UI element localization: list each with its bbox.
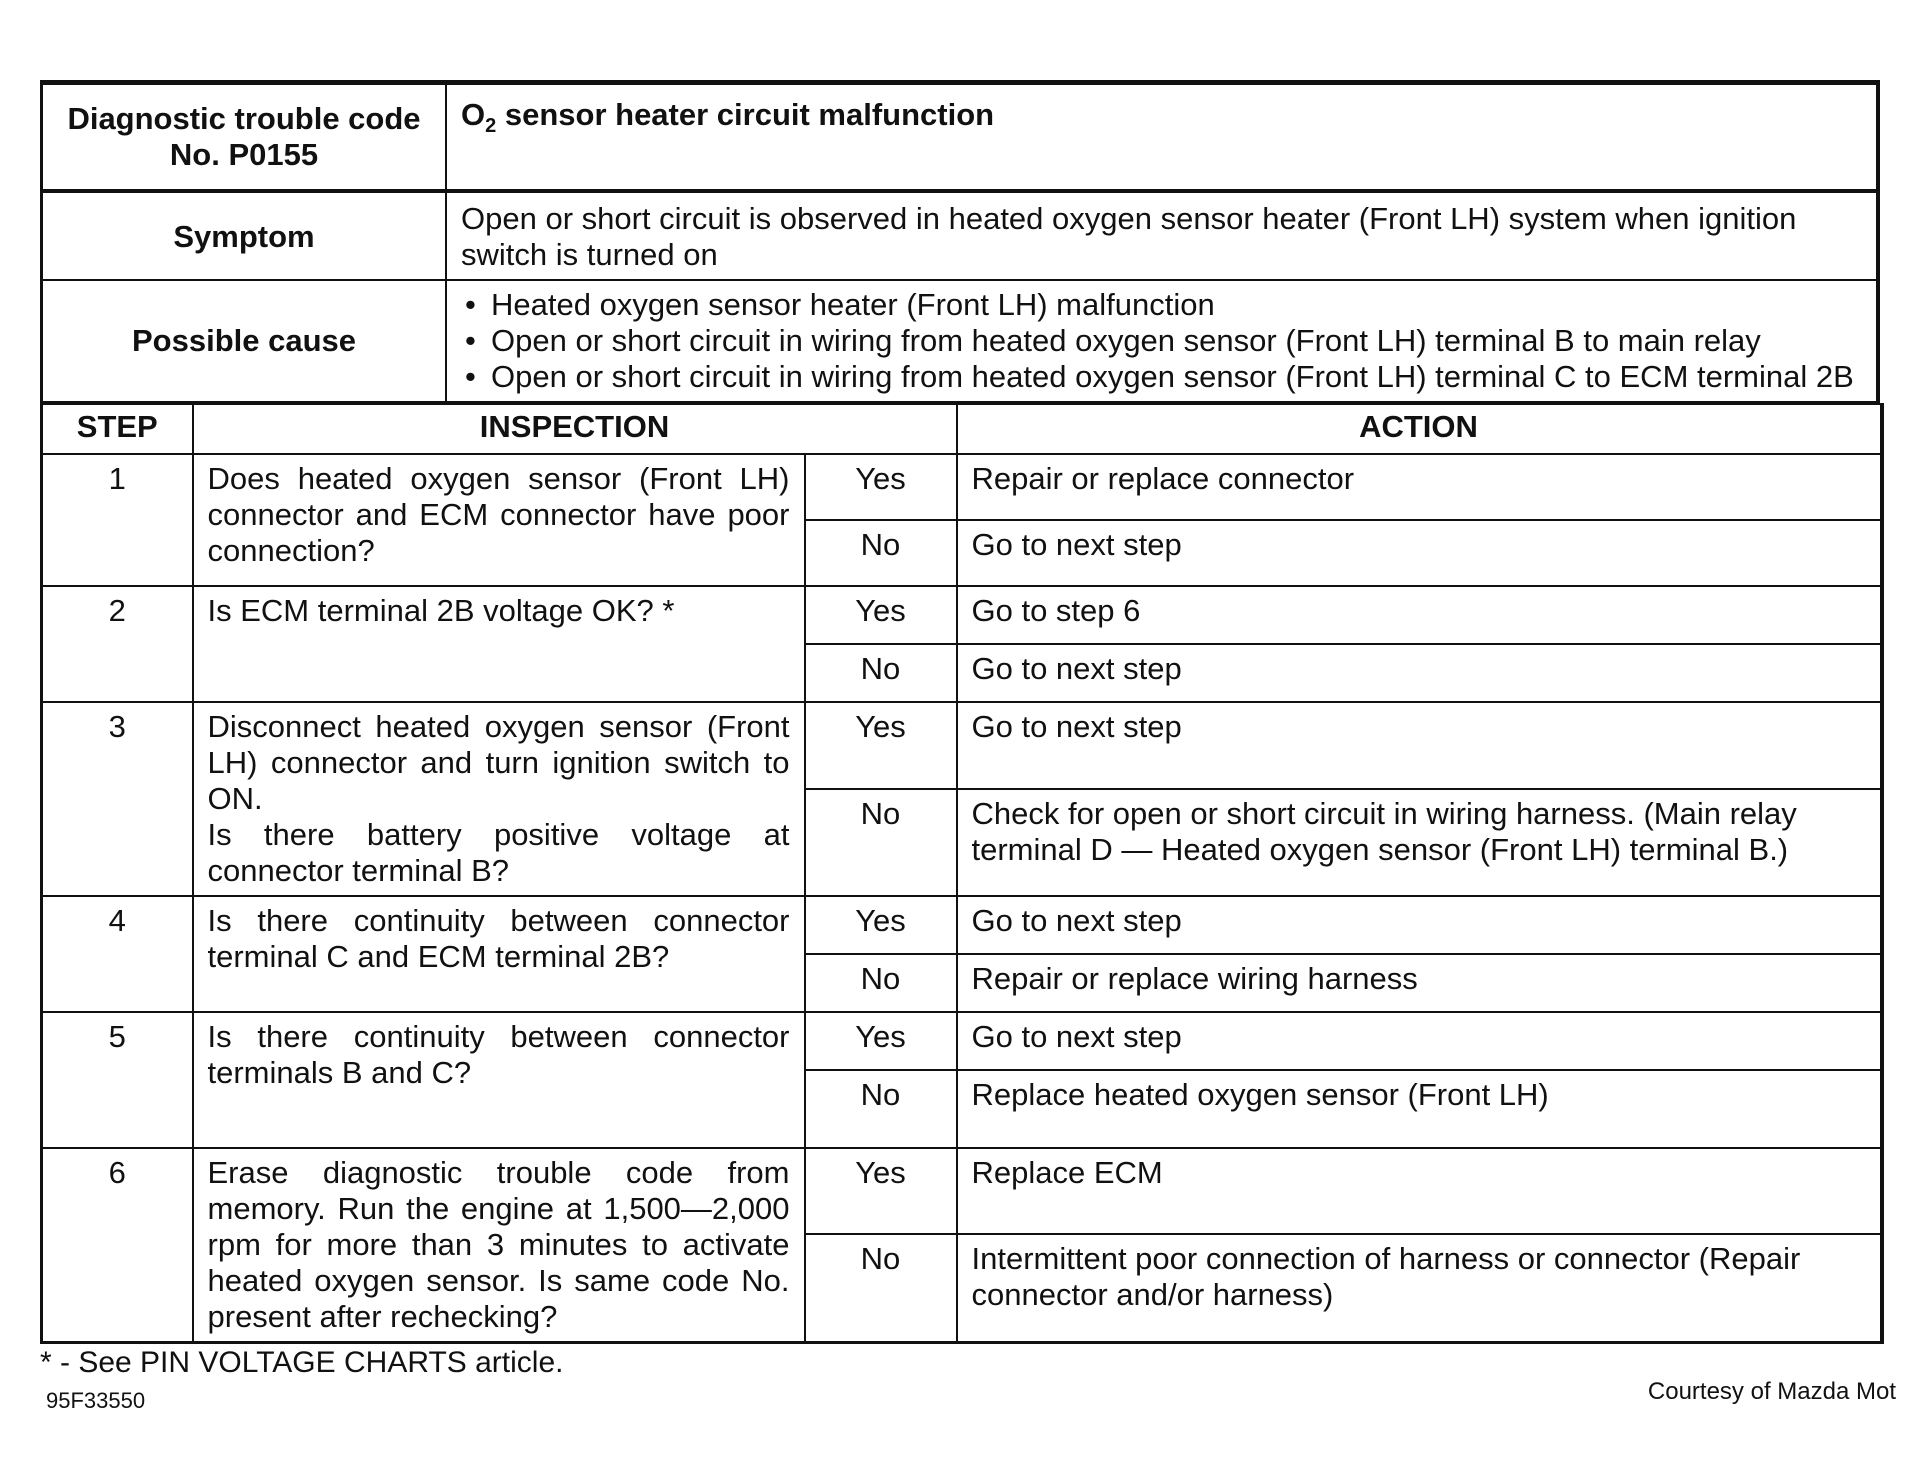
dtc-label: Diagnostic trouble code No. P0155 [42,83,447,192]
steps-table [40,403,1884,1344]
no-action: Repair or replace wiring harness [957,954,1882,1012]
no-action: Intermittent poor connection of harness or connector (Repair connector and/or harness) [957,1234,1882,1343]
possible-cause-list-cell [446,280,1878,402]
step-number: 1 [42,454,193,586]
step-inspection-line: Disconnect heated oxygen sensor (Front LH) connector and turn ignition switch to ON. [207,709,790,816]
table-row [42,1148,1882,1234]
table-row [42,1012,1882,1070]
step-number: 6 [42,1148,193,1343]
courtesy-credit: Courtesy of Mazda Mot [1647,1378,1896,1405]
symptom-text: Open or short circuit is observed in heated oxygen sensor heater (Front LH) system when ignition switch is turned on [446,191,1878,280]
yes-label: Yes [805,454,957,520]
no-label: No [805,1234,957,1343]
no-action: Replace heated oxygen sensor (Front LH) [957,1070,1882,1148]
yes-action: Replace ECM [957,1148,1882,1234]
dtc-title-rest: sensor heater circuit malfunction [496,97,995,132]
yes-action: Go to next step [957,1012,1882,1070]
no-action: Check for open or short circuit in wiring harness. (Main relay terminal D — Heated oxygen sensor (Front LH) terminal B.) [957,789,1882,896]
step-number: 2 [42,586,193,702]
no-label: No [805,789,957,896]
yes-action: Repair or replace connector [957,454,1882,520]
inspection-column-header: INSPECTION [193,404,957,454]
no-label: No [805,1070,957,1148]
yes-action: Go to next step [957,702,1882,789]
step-inspection [193,702,805,896]
footnote: * - See PIN VOLTAGE CHARTS article. [40,1346,564,1379]
possible-cause-list [461,287,1862,395]
dtc-title-prefix: O [461,97,486,132]
step-number: 4 [42,896,193,1012]
step-number: 5 [42,1012,193,1148]
cause-item: • Open or short circuit in wiring from heated oxygen sensor (Front LH) terminal B to main relay [461,323,1862,359]
steps-header-row [42,404,1882,454]
figure-code: 95F33550 [46,1388,146,1413]
step-inspection-line: Is there battery positive voltage at connector terminal B? [207,817,790,888]
table-row [42,586,1882,644]
table-row [42,896,1882,954]
dtc-header-table [40,80,1880,403]
diagnostic-sheet [40,80,1880,1344]
action-column-header: ACTION [957,404,1882,454]
symptom-label: Symptom [42,191,447,280]
possible-cause-label: Possible cause [42,280,447,402]
no-label: No [805,954,957,1012]
no-action: Go to next step [957,520,1882,586]
table-row [42,702,1882,789]
yes-label: Yes [805,586,957,644]
step-inspection: Is there continuity between connector terminal C and ECM terminal 2B? [193,896,805,1012]
cause-item: • Open or short circuit in wiring from heated oxygen sensor (Front LH) terminal C to ECM terminal 2B [461,359,1862,395]
cause-item: • Heated oxygen sensor heater (Front LH) malfunction [461,287,1862,323]
yes-action: Go to step 6 [957,586,1882,644]
yes-label: Yes [805,896,957,954]
no-label: No [805,520,957,586]
step-inspection: Is ECM terminal 2B voltage OK? * [193,586,805,702]
step-inspection: Erase diagnostic trouble code from memory. Run the engine at 1,500—2,000 rpm for more than 3 minutes to activate heated oxygen sensor. Is same code No. present after rechecking? [193,1148,805,1343]
table-row [42,454,1882,520]
step-column-header: STEP [42,404,193,454]
no-action: Go to next step [957,644,1882,702]
no-label: No [805,644,957,702]
step-number: 3 [42,702,193,896]
yes-action: Go to next step [957,896,1882,954]
yes-label: Yes [805,702,957,789]
dtc-title-subscript: 2 [485,115,497,138]
dtc-title [446,83,1878,192]
yes-label: Yes [805,1012,957,1070]
step-inspection: Is there continuity between connector terminals B and C? [193,1012,805,1148]
step-inspection: Does heated oxygen sensor (Front LH) connector and ECM connector have poor connection? [193,454,805,586]
yes-label: Yes [805,1148,957,1234]
